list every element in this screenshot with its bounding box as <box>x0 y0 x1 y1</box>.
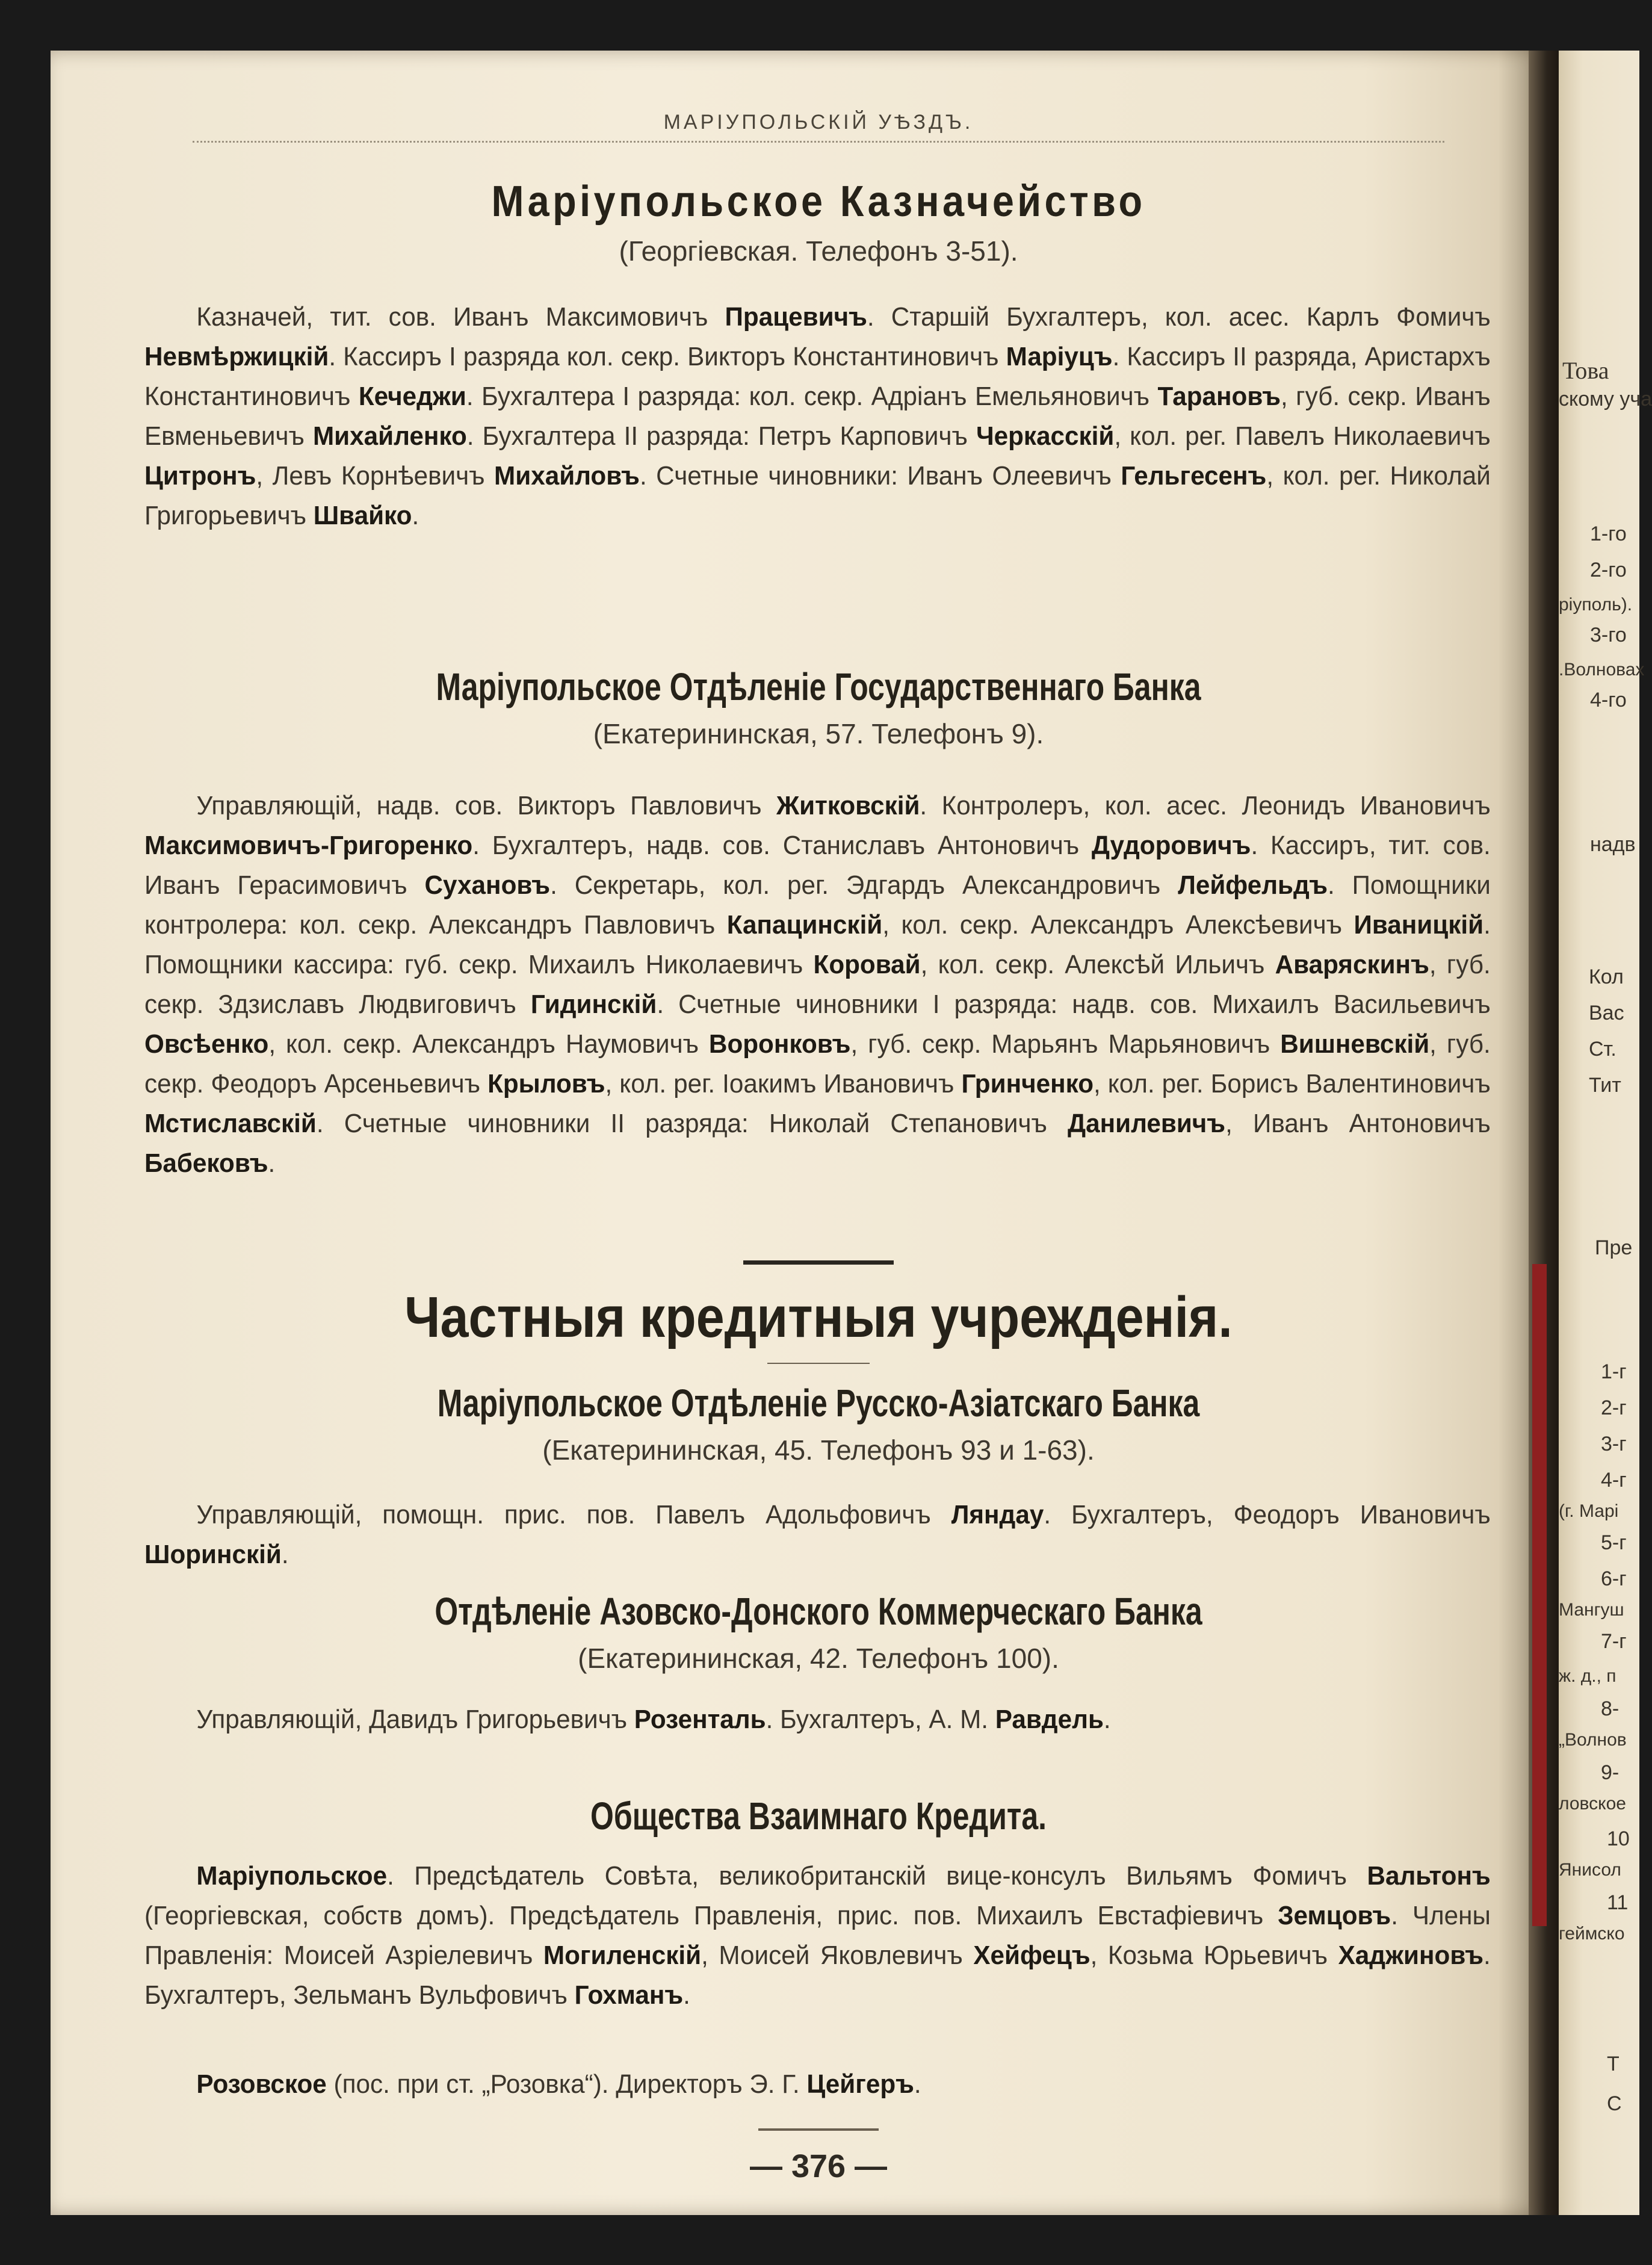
person-surname: Житковскій <box>776 791 920 820</box>
person-surname: Данилевичъ <box>1068 1109 1226 1138</box>
next-page-fragment: Вас <box>1589 1002 1624 1024</box>
next-page-fragment: Янисол <box>1559 1860 1621 1880</box>
russo-asiatic-address: (Екатерининская, 45. Телефонъ 93 и 1-63). <box>542 1434 1095 1466</box>
person-surname: Розовское <box>196 2069 327 2099</box>
person-surname: Гохманъ <box>574 1980 684 2010</box>
next-page-fragment: Тит <box>1589 1074 1621 1097</box>
next-page-fragment: .Волновах <box>1559 660 1645 680</box>
next-page-fragment: 3-г <box>1601 1433 1627 1455</box>
next-page-fragment: ж. д., п <box>1559 1666 1616 1686</box>
person-surname: Працевичъ <box>725 302 867 332</box>
azov-don-staff <box>144 1700 1493 1740</box>
next-page-fragment: 2-го <box>1590 559 1627 581</box>
person-surname: Ляндау <box>951 1500 1044 1529</box>
mutual-credit-mariupol-text: Маріупольское. Предсѣдатель Совѣта, великобританскій вице-консулъ Вильямъ Фомичъ Вальтонъ (Георгіевская, собств домъ). Предсѣдатель Правленія, прис. пов. Михаилъ Евстафіевичъ Земцовъ. Члены Правленія: Моисей Азріелевичъ Могиленскій, Моисей Яковлевичъ Хейфецъ, Козьма Юрьевичъ Хаджиновъ. Бухгалтеръ, Зельманъ Вульфовичъ Гохманъ. <box>144 1861 1491 2010</box>
next-page-edge <box>1559 51 1652 2215</box>
next-page-fragment: геймско <box>1559 1924 1625 1944</box>
thin-rule <box>767 1363 870 1364</box>
person-surname: Хейфецъ <box>973 1941 1091 1970</box>
person-surname: Гидинскій <box>530 990 657 1019</box>
person-surname: Гельгесенъ <box>1121 461 1267 491</box>
next-page-fragment: „Волнов <box>1559 1730 1627 1750</box>
next-page-fragment: Ст. <box>1589 1038 1616 1061</box>
person-surname: Овсѣенко <box>144 1029 269 1059</box>
person-surname: Могиленскій <box>543 1941 702 1970</box>
next-page-fragment: С <box>1607 2092 1622 2115</box>
treasury-title: Маріупольское Казначейство <box>491 178 1146 226</box>
page-number: — 376 — <box>749 2148 888 2184</box>
next-page-fragment: Пре <box>1595 1236 1633 1259</box>
running-head-rule <box>193 141 1444 143</box>
person-surname: Мстиславскій <box>144 1109 317 1138</box>
mutual-credit-title: Общества Взаимнаго Кредита. <box>590 1794 1047 1838</box>
person-surname: Кечеджи <box>358 382 466 411</box>
next-page-fragment: 4-го <box>1590 689 1627 711</box>
next-page-fragment: скому уча <box>1559 388 1652 411</box>
person-surname: Шоринскій <box>144 1540 282 1569</box>
next-page-fragment: Кол <box>1589 965 1624 988</box>
person-surname: Хаджиновъ <box>1338 1941 1484 1970</box>
person-surname: Цитронъ <box>144 461 256 491</box>
bottom-divider <box>144 2128 1493 2131</box>
next-page-fragment: Мангуш <box>1559 1600 1624 1620</box>
person-surname: Коровай <box>813 950 921 979</box>
azov-don-address: (Екатерининская, 42. Телефонъ 100). <box>578 1643 1059 1674</box>
next-page-fragment: 1-г <box>1601 1360 1627 1383</box>
divider-rule <box>743 1260 894 1265</box>
next-page-fragment: 1-го <box>1590 522 1627 545</box>
next-page-fragment: 6-г <box>1601 1567 1627 1590</box>
russo-asiatic-title: Маріупольское Отдѣленіе Русско-Азіатскаго Банка <box>437 1381 1200 1425</box>
next-page-fragment: 3-го <box>1590 624 1627 646</box>
person-surname: Земцовъ <box>1278 1901 1391 1930</box>
person-surname: Маріуцъ <box>1006 342 1113 371</box>
treasury-section <box>144 177 1493 267</box>
next-page-fragment: ріуполь). <box>1559 595 1633 615</box>
next-page-fragment: надв <box>1590 833 1636 856</box>
state-bank-staff <box>144 786 1493 1183</box>
next-page-fragment: 11 <box>1607 1891 1629 1914</box>
next-page-fragment: (г. Марі <box>1559 1501 1619 1521</box>
person-surname: Воронковъ <box>708 1029 851 1059</box>
mutual-credit-rozovka-text: Розовское (пос. при ст. „Розовка“). Директоръ Э. Г. Цейгеръ. <box>196 2069 921 2099</box>
next-page-fragment: 2-г <box>1601 1396 1627 1419</box>
mutual-credit-section <box>144 1794 1493 1838</box>
next-page-fragment: 5-г <box>1601 1531 1627 1554</box>
next-page-fragment: 10 <box>1607 1827 1630 1850</box>
person-surname: Михайловъ <box>494 461 640 491</box>
person-surname: Тарановъ <box>1157 382 1281 411</box>
next-page-fragment: 4-г <box>1601 1469 1627 1492</box>
russo-asiatic-staff-text: Управляющій, помощн. прис. пов. Павелъ Адольфовичъ Ляндау. Бухгалтеръ, Феодоръ Ивановичъ Шоринскій. <box>144 1500 1491 1569</box>
person-surname: Крыловъ <box>487 1069 605 1098</box>
person-surname: Вальтонъ <box>1367 1861 1491 1891</box>
person-surname: Михайленко <box>312 421 467 451</box>
spine-bookmark <box>1532 1264 1547 1926</box>
person-surname: Невмѣржицкій <box>144 342 329 371</box>
section-divider <box>144 1260 1493 1265</box>
person-surname: Капацинскій <box>726 910 883 940</box>
person-surname: Иваницкій <box>1353 910 1484 940</box>
azov-don-section <box>144 1589 1493 1675</box>
person-surname: Дудоровичъ <box>1091 831 1251 860</box>
private-credit-title: Частныя кредитныя учрежденія. <box>404 1285 1233 1349</box>
azov-don-title: Отдѣленіе Азовско-Донского Коммерческаго Банка <box>435 1590 1202 1633</box>
person-surname: Аваряскинъ <box>1275 950 1429 979</box>
mutual-credit-rozovka <box>144 2065 1493 2104</box>
person-surname: Вишневскій <box>1280 1029 1430 1059</box>
person-surname: Сухановъ <box>424 870 551 900</box>
azov-don-staff-text: Управляющій, Давидъ Григорьевичъ Розенталь. Бухгалтеръ, А. М. Равдель. <box>196 1705 1111 1734</box>
state-bank-staff-text: Управляющій, надв. сов. Викторъ Павловичъ Житковскій. Контролеръ, кол. асес. Леонидъ Ивановичъ Максимовичъ-Григоренко. Бухгалтеръ, надв. сов. Станиславъ Антоновичъ Дудоровичъ. Кассиръ, тит. сов. Иванъ Герасимовичъ Сухановъ. Секретарь, кол. рег. Эдгардъ Александровичъ Лейфельдъ. Помощники контролера: кол. секр. Александръ Павловичъ Капацинскій, кол. секр. Александръ Алексѣевичъ Иваницкій. Помощники кассира: губ. секр. Михаилъ Николаевичъ Коровай, кол. секр. Алексѣй Ильичъ Аваряскинъ, губ. секр. Здзиславъ Людвиговичъ Гидинскій. Счетные чиновники I разряда: надв. сов. Михаилъ Васильевичъ Овсѣенко, кол. секр. Александръ Наумовичъ Воронковъ, губ. секр. Марьянъ Марьяновичъ Вишневскій, губ. секр. Феодоръ Арсеньевичъ Крыловъ, кол. рег. Іоакимъ Ивановичъ Гринченко, кол. рег. Борисъ Валентиновичъ Мстиславскій. Счетные чиновники II разряда: Николай Степановичъ Данилевичъ, Иванъ Антоновичъ Бабековъ. <box>144 791 1491 1178</box>
next-page-fragment: 9- <box>1601 1761 1620 1784</box>
person-surname: Розенталь <box>634 1705 766 1734</box>
person-surname: Равдель <box>995 1705 1104 1734</box>
mutual-credit-mariupol <box>144 1856 1493 2015</box>
next-page-fragment: Т <box>1607 2053 1620 2075</box>
next-page-fragment: 8- <box>1601 1697 1620 1720</box>
person-surname: Максимовичъ-Григоренко <box>144 831 473 860</box>
person-surname: Лейфельдъ <box>1178 870 1328 900</box>
person-surname: Бабековъ <box>144 1148 268 1178</box>
treasury-staff-text: Казначей, тит. сов. Иванъ Максимовичъ Працевичъ. Старшій Бухгалтеръ, кол. асес. Карлъ Фомичъ Невмѣржицкій. Кассиръ I разряда кол. секр. Викторъ Константиновичъ Маріуцъ. Кассиръ II разряда, Аристархъ Константиновичъ Кечеджи. Бухгалтера I разряда: кол. секр. Адріанъ Емельяновичъ Тарановъ, губ. секр. Иванъ Евменьевичъ Михайленко. Бухгалтера II разряда: Петръ Карповичъ Черкасскій, кол. рег. Павелъ Николаевичъ Цитронъ, Левъ Корнѣевичъ Михайловъ. Счетные чиновники: Иванъ Олеевичъ Гельгесенъ, кол. рег. Николай Григорьевичъ Швайко. <box>144 302 1491 530</box>
person-surname: Швайко <box>313 501 412 530</box>
person-surname: Цейгеръ <box>806 2069 914 2099</box>
running-head: МАРІУПОЛЬСКІЙ УѢЗДЪ. <box>663 111 974 134</box>
private-credit-heading <box>144 1284 1493 1351</box>
bottom-rule <box>758 2128 879 2131</box>
thin-divider <box>144 1363 1493 1364</box>
person-surname: Черкасскій <box>976 421 1115 451</box>
state-bank-section <box>144 665 1493 750</box>
person-surname: Гринченко <box>961 1069 1094 1098</box>
state-bank-address: (Екатерининская, 57. Телефонъ 9). <box>593 718 1044 749</box>
state-bank-title: Маріупольское Отдѣленіе Государственнаго Банка <box>436 665 1201 708</box>
person-surname: Маріупольское <box>196 1861 388 1891</box>
russo-asiatic-staff <box>144 1495 1493 1575</box>
treasury-staff <box>144 297 1493 536</box>
next-page-fragment: 7-г <box>1601 1630 1627 1653</box>
treasury-address: (Георгіевская. Телефонъ 3-51). <box>619 235 1018 267</box>
next-page-fragment: Това <box>1562 357 1609 384</box>
russo-asiatic-section <box>144 1381 1493 1466</box>
next-page-fragment: ловское <box>1559 1794 1626 1814</box>
